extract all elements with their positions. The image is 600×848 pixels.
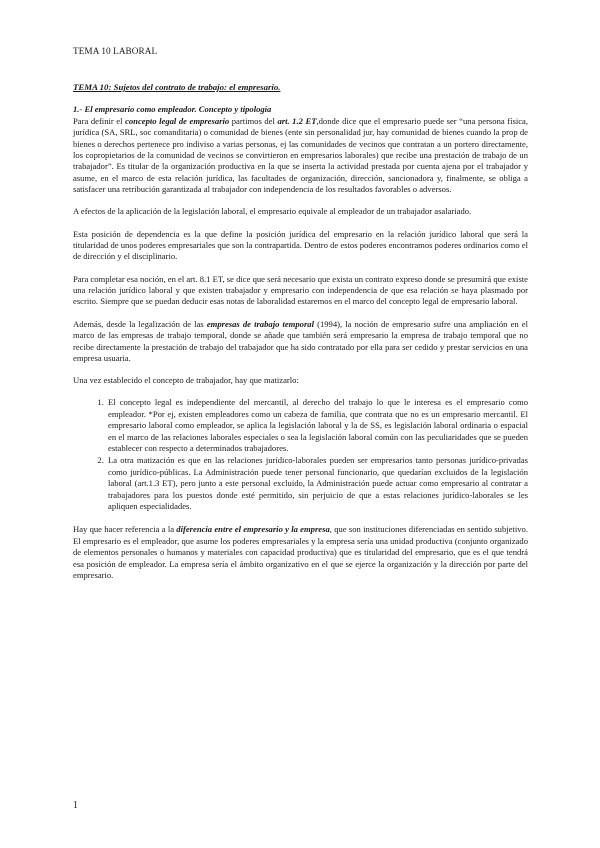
document-body <box>73 82 528 592</box>
paragraph-art8: Para completar esa noción, en el art. 8.1 ET, se dice que será necesario que exista un contrato expreso donde se presumirá que existe una relación jurídico laboral y que existen trabajador y empresario con independencia de que esa relación se haya plasmado por escrito. Siempre que se puedan deducir esas notas de laboralidad estaremos en el marco del concepto legal de empresario laboral. <box>73 273 528 307</box>
paragraph-dependencia: Esta posición de dependencia es la que define la posición jurídica del empresario en la relación jurídico laboral que será la titularidad de unos poderes empresariales que son la contrapartida. Dentro de estos poderes encontramos poderes ordinarios como el de dirección y el disciplinario. <box>73 228 528 262</box>
section-heading: 1.- El empresario como empleador. Concepto y tipología <box>73 104 272 115</box>
paragraph-concepto: Para definir el concepto legal de empresario partimos del art. 1.2 ET,donde dice que el empresario puede ser “una persona física, jurídica (SA, SRL, soc comanditaria) o comunidad de bienes (ente sin personalidad jur, hay comunidad de bienes cuando la prop de bienes o derechos pertenece pro indiviso a varias personas, ej las comunidades de vecinos que contratan a un portero directamente, los copropietarios de la comunidad de vecinos se convirtieron en empresarios laborales) que recibe una prestación de trabajo de un trabajador”. Es titular de la organización productiva en la que se inserta la actividad prestada por cuenta ajena por el trabajador y asume, en el marco de esta relación jurídica, las facultades de organización, dirección, sancionadora y, finalmente, se obliga a satisfacer una retribución garantizada al trabajador con independencia de los resultados favorables o adversos. <box>73 115 528 195</box>
emphasis-concepto-legal: concepto legal de empresario <box>125 115 230 126</box>
emphasis-ett: empresas de trabajo temporal <box>206 318 314 329</box>
running-header: TEMA 10 LABORAL <box>73 46 158 56</box>
emphasis-diferencia: diferencia entre el empresario y la empresa <box>176 524 330 535</box>
page-number: 1 <box>73 800 78 811</box>
emphasis-art-ref: art. 1.2 ET <box>277 115 317 126</box>
paragraph-empresa: Hay que hacer referencia a la diferencia entre el empresario y la empresa, que son instituciones diferenciadas en sentido subjetivo. El empresario es el empleador, que asume los poderes empresariales y la empresa sería una unidad productiva (conjunto organizado de elementos personales o humanos y materiales con capacidad productiva) que es titularidad del empresario, que es el que tendrá esa posición de empleador. La empresa sería el ámbito organizativo en el que se ejerce la organización y la dirección por parte del empresario. <box>73 524 528 580</box>
list-item: 2. La otra matización es que en las relaciones jurídico-laborales pueden ser empresarios tanto personas jurídico-privadas como jurídico-públicas. La Administración puede tener personal funcionario, que quedarían excluidos de la legislación laboral (art.1.3 ET), pero junto a este personal excluido, la Administración puede actuar como empresario al contratar a trabajadores para los puestos donde esté permitido, sin perjuicio de que a estas relaciones jurídico-laborales se les apliquen especialidades. <box>106 455 528 512</box>
paragraph-matizar: Una vez establecido el concepto de trabajador, hay que matizarlo: <box>73 375 299 386</box>
document-title: TEMA 10: Sujetos del contrato de trabajo: el empresario. <box>73 82 281 92</box>
list-item: 1. El concepto legal es independiente del mercantil, al derecho del trabajo lo que le interesa es el empresario como empleador. *Por ej, existen empleadores como un cabeza de familia, que contrata que no es un empresario mercantil. El empresario laboral como empleador, se aplica la legislación laboral y la de SS, es legislación laboral ordinaria o espacial en el marco de las relaciones laborales especiales o sea la legislación laboral común con las peculiaridades que se pueden establecer con respecto a determinados trabajadores. <box>106 397 528 454</box>
paragraph-empleador: A efectos de la aplicación de la legislación laboral, el empresario equivale al empleador de un trabajador asalariado. <box>73 206 472 217</box>
paragraph-ett: Además, desde la legalización de las empresas de trabajo temporal (1994), la noción de empresario sufre una ampliación en el marco de las empresas de trabajo temporal, donde se añade que también será empresario la empresa de trabajo temporal que no recibe directamente la prestación de trabajo del trabajador que ha sido contratado por ella para ser cedido y prestar servicios en una empresa usuaria. <box>73 318 528 363</box>
matizaciones-list <box>73 397 528 512</box>
